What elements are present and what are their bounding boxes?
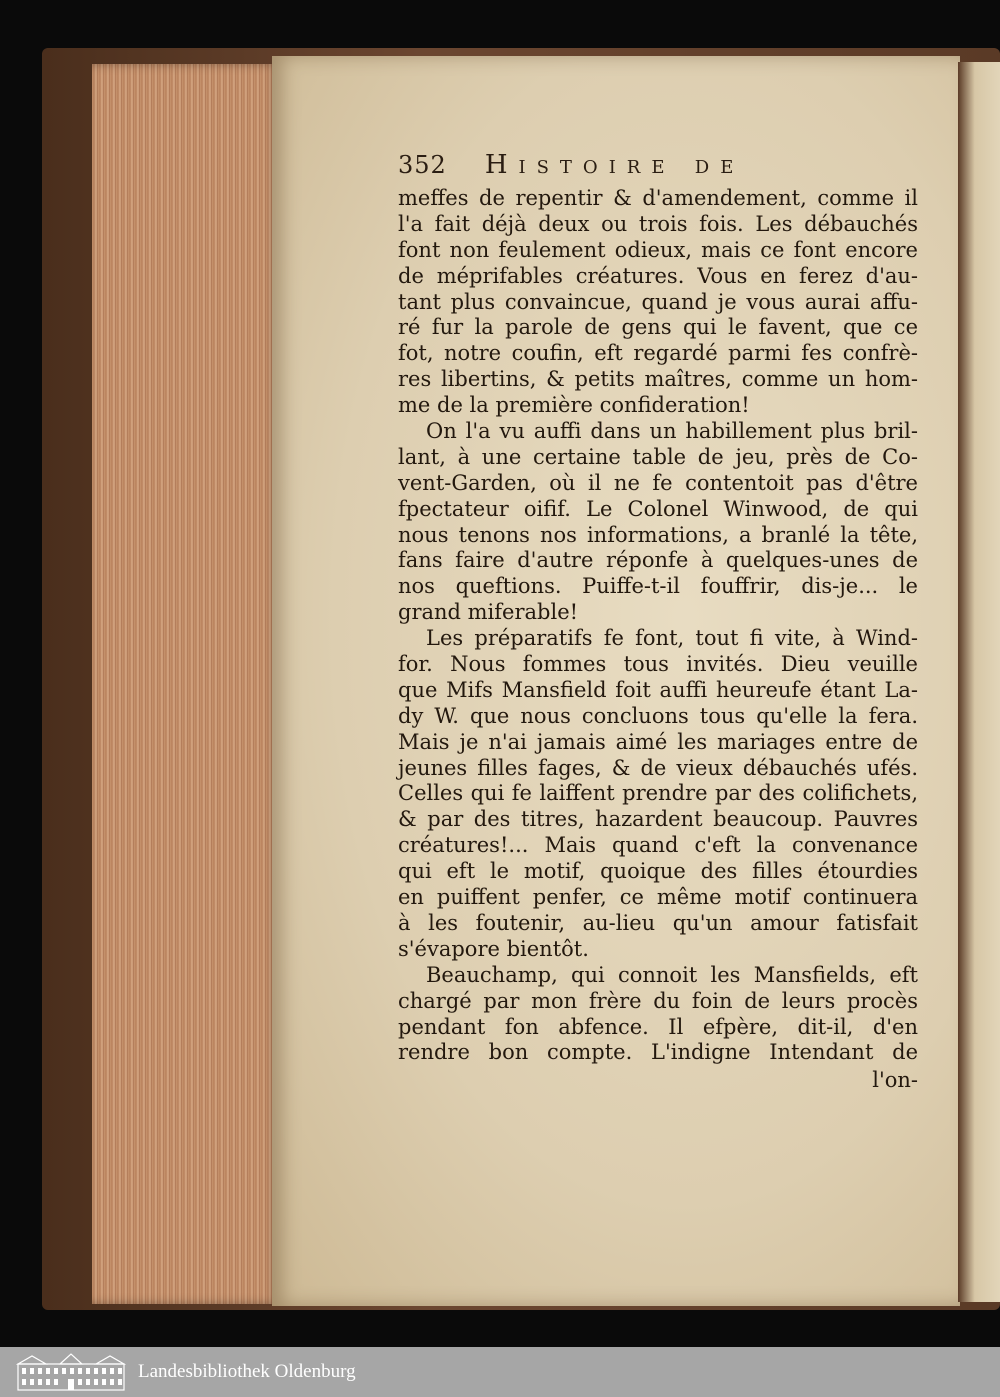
text-line: nous tenons nos informations, a branlé la tête,	[398, 522, 918, 547]
running-title: Histoire de	[484, 150, 745, 180]
text-line: chargé par mon frère du foin de leurs procès	[398, 988, 918, 1013]
text-line: que Mifs Mansfield foit auffi heureufe étant La-	[398, 677, 918, 702]
text-line: nos queftions. Puiffe-t-il fouffrir, dis-je... le	[398, 574, 918, 599]
text-line: en puiffent penfer, ce même motif continuera	[398, 885, 918, 910]
page-number: 352	[398, 151, 447, 179]
text-line: me de la première confideration!	[398, 393, 750, 418]
running-head	[398, 150, 918, 186]
text-line: qui eft le motif, quoique des filles étourdies	[398, 859, 918, 884]
text-line: for. Nous fommes tous invités. Dieu veuille	[398, 652, 918, 677]
text-line: Mais je n'ai jamais aimé les mariages entre de	[398, 729, 918, 754]
page-edges	[92, 64, 280, 1304]
facing-page-edge	[958, 62, 1000, 1302]
text-line: de méprifables créatures. Vous en ferez d'au-	[398, 263, 918, 288]
text-line: & par des titres, hazardent beaucoup. Pauvres	[398, 807, 918, 832]
text-line: dy W. que nous concluons tous qu'elle la fera.	[398, 703, 918, 728]
text-line: res libertins, & petits maîtres, comme un hom-	[398, 367, 918, 392]
text-line: grand miferable!	[398, 600, 579, 625]
body-text	[398, 186, 918, 1066]
text-line: fans faire d'autre réponfe à quelques-unes de	[398, 548, 918, 573]
text-line: jeunes filles fages, & de vieux débauchés ufés.	[398, 755, 918, 780]
text-line: On l'a vu auffi dans un habillement plus bril-	[426, 419, 918, 444]
text-line: Les préparatifs fe font, tout fi vite, à Wind-	[426, 626, 918, 651]
text-line: l'a fait déjà deux ou trois fois. Les débauchés	[398, 211, 918, 236]
text-line: pendant fon abfence. Il efpère, dit-il, d'en	[398, 1014, 918, 1039]
library-name: Landesbibliothek Oldenburg	[138, 1361, 356, 1382]
text-line: tant plus convaincue, quand je vous aurai affu-	[398, 289, 918, 314]
text-line: ré fur la parole de gens qui le favent, que ce	[398, 315, 918, 340]
catchword: l'on-	[872, 1068, 918, 1092]
text-line: Beauchamp, qui connoit les Mansfields, eft	[426, 962, 918, 987]
text-line: meffes de repentir & d'amendement, comme il	[398, 186, 918, 210]
text-line: lant, à une certaine table de jeu, près de Co-	[398, 444, 918, 469]
text-line: vent-Garden, où il ne fe contentoit pas d'être	[398, 470, 918, 495]
text-line: s'évapore bientôt.	[398, 936, 589, 961]
text-line: fpectateur oifif. Le Colonel Winwood, de qui	[398, 496, 918, 521]
text-line: à les foutenir, au-lieu qu'un amour fatisfait	[398, 910, 918, 935]
footer-bar	[0, 1347, 1000, 1397]
text-line: créatures!... Mais quand c'eft la convenance	[398, 833, 918, 858]
text-line: font non feulement odieux, mais ce font encore	[398, 237, 918, 262]
library-building-logo-icon	[16, 1352, 126, 1392]
text-line: fot, notre coufin, eft regardé parmi fes confrè-	[398, 341, 918, 366]
text-line: Celles qui fe laiffent prendre par des colifichets,	[398, 781, 918, 806]
text-line: rendre bon compte. L'indigne Intendant de	[398, 1040, 918, 1065]
